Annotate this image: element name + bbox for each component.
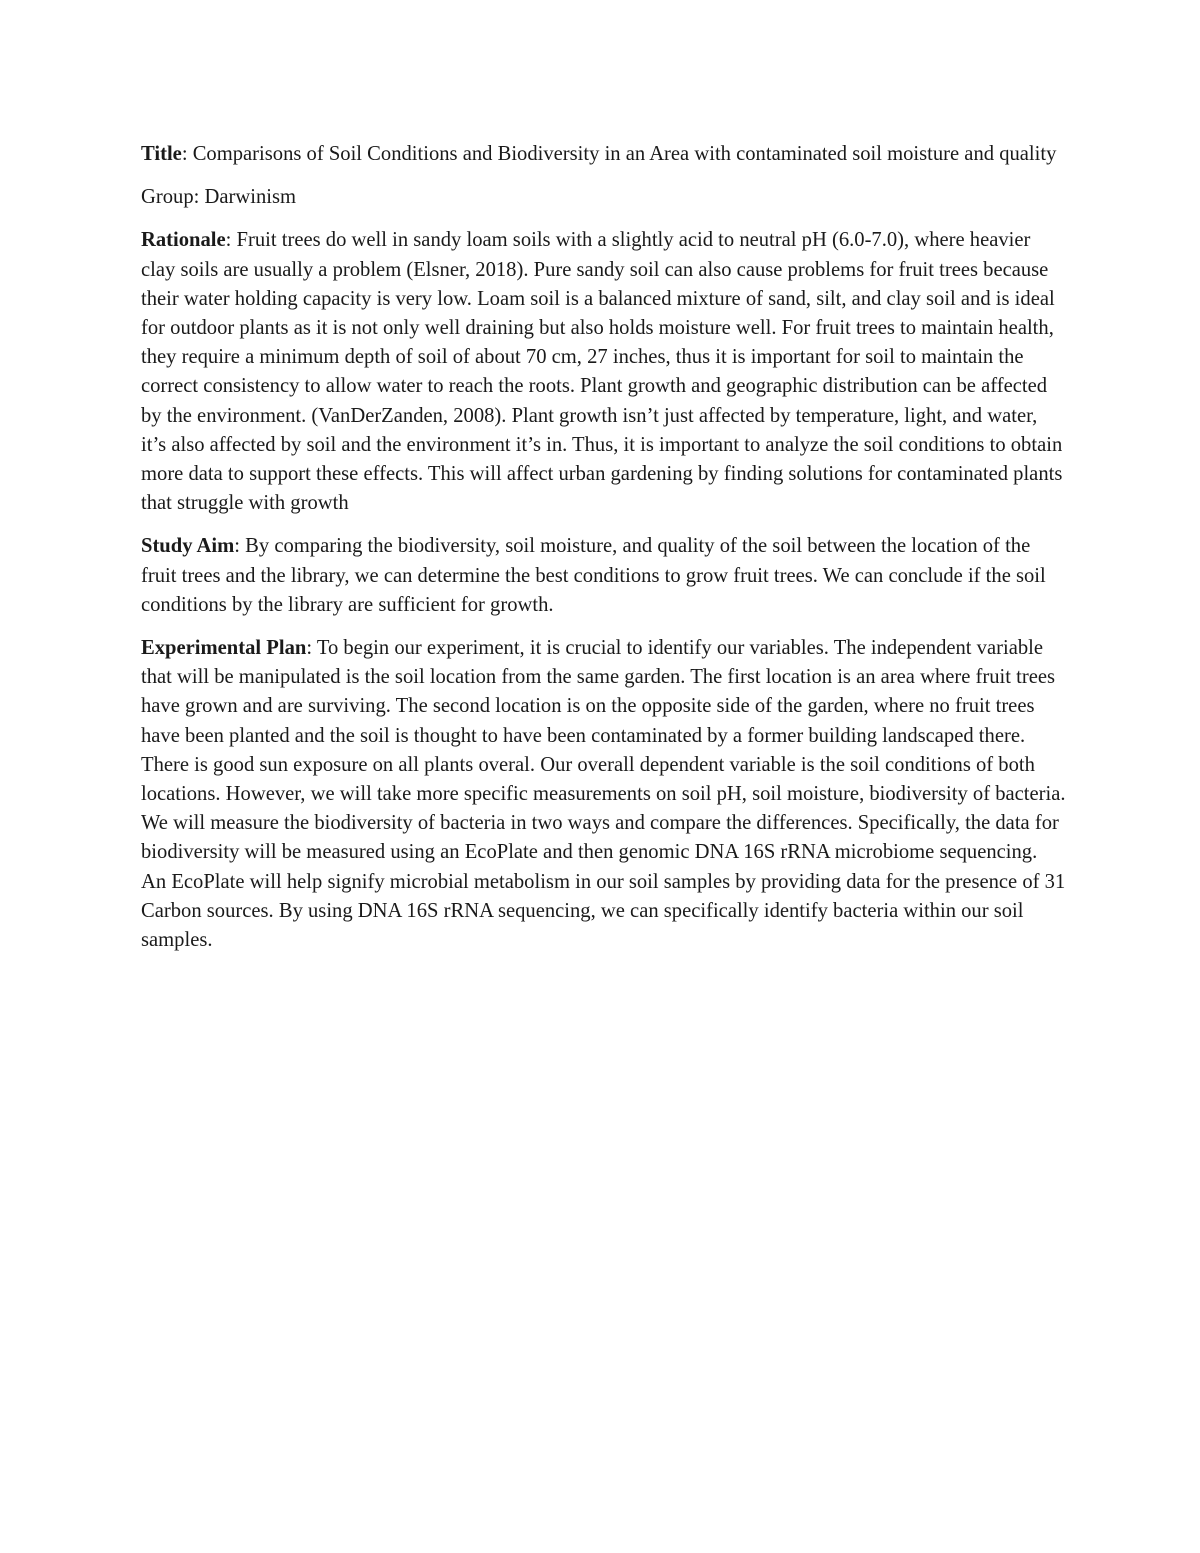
group-paragraph: [141, 183, 1066, 212]
title-text: Comparisons of Soil Conditions and Biodiversity in an Area with contaminated soil moisture and quality: [192, 143, 1057, 165]
experimental-plan-label: Experimental Plan: [141, 637, 307, 660]
rationale-text: Fruit trees do well in sandy loam soils with a slightly acid to neutral pH (6.0-7.0), where heavier clay soils are usually a problem (Elsner, 2018). Pure sandy soil can also cause problems for fruit trees because their water holding capacity is very low. Loam soil is a balanced mixture of sand, silt, and clay soil and is ideal for outdoor plants as it is not only well draining but also holds moisture well. For fruit trees to maintain health, they require a minimum depth of soil of about 70 cm, 27 inches, thus it is important for soil to maintain the correct consistency to allow water to reach the roots. Plant growth and geographic distribution can be affected by the environment. (VanDerZanden, 2008). Plant growth isn’t just affected by temperature, light, and water, it’s also affected by soil and the environment it’s in. Thus, it is important to analyze the soil conditions to obtain more data to support these effects. This will affect urban gardening by finding solutions for contaminated plants that struggle with growth: [141, 229, 1063, 515]
study-aim-label: Study Aim: [141, 535, 235, 558]
title-label: Title: [141, 143, 182, 165]
group-separator: :: [193, 186, 205, 209]
document-body: [141, 140, 1066, 969]
rationale-separator: :: [225, 229, 237, 252]
study-aim-separator: :: [234, 535, 246, 558]
group-text: Darwinism: [204, 186, 297, 209]
rationale-paragraph: [141, 226, 1066, 518]
title-separator: :: [181, 143, 193, 165]
experimental-plan-paragraph: [141, 634, 1066, 955]
group-label: Group: [141, 186, 194, 209]
title-paragraph: [141, 140, 1066, 169]
experimental-plan-separator: :: [306, 637, 317, 660]
experimental-plan-text: To begin our experiment, it is crucial to identify our variables. The independent variable that will be manipulated is the soil location from the same garden. The first location is an area where fruit trees have grown and are surviving. The second location is on the opposite side of the garden, where no fruit trees have been planted and the soil is thought to have been contaminated by a former building landscaped there. There is good sun exposure on all plants overal. Our overall dependent variable is the soil conditions of both locations. However, we will take more specific measurements on soil pH, soil moisture, biodiversity of bacteria. We will measure the biodiversity of bacteria in two ways and compare the differences. Specifically, the data for biodiversity will be measured using an EcoPlate and then genomic DNA 16S rRNA microbiome sequencing. An EcoPlate will help signify microbial metabolism in our soil samples by providing data for the presence of 31 Carbon sources. By using DNA 16S rRNA sequencing, we can specifically identify bacteria within our soil samples.: [141, 637, 1066, 952]
study-aim-paragraph: [141, 532, 1066, 620]
study-aim-text: By comparing the biodiversity, soil moisture, and quality of the soil between the location of the fruit trees and the library, we can determine the best conditions to grow fruit trees. We can conclude if the soil conditions by the library are sufficient for growth.: [141, 535, 1046, 616]
rationale-label: Rationale: [141, 229, 226, 252]
